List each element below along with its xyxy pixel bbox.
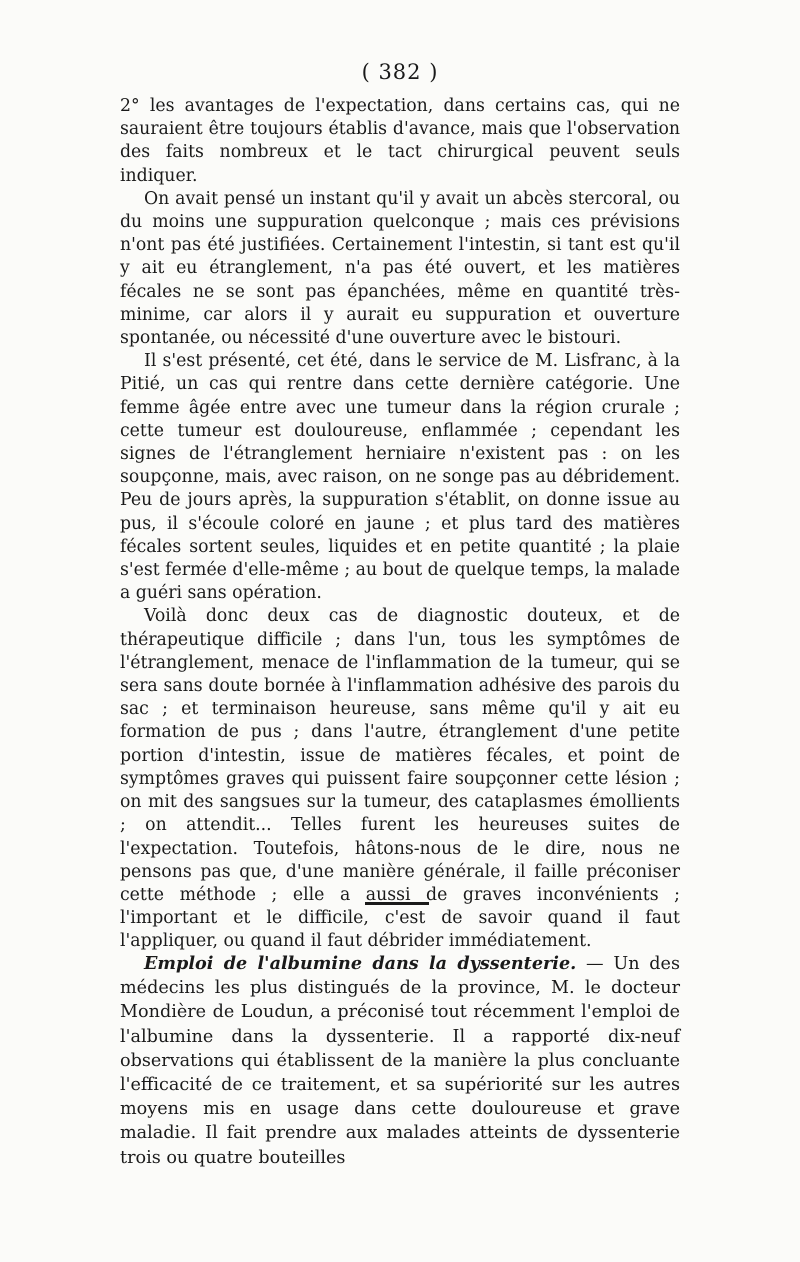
paragraph: On avait pensé un instant qu'il y avait un abcès stercoral, ou du moins une suppuration quelconque ; mais ces prévisions n'ont pas été justifiées. Certainement l'intestin, si tant est qu'il y ait eu étranglement, n'a pas été ouvert, et les matières fécales ne se sont pas épanchées, même en quantité très-minime, car alors il y aurait eu suppuration et ouverture spontanée, ou nécessité d'une ouverture avec le bistouri. [120, 188, 680, 349]
article-body: — Un des médecins les plus distingués de la province, M. le docteur Mondière de Loudun, a préconisé tout récemment l'emploi de l'albumine dans la dyssenterie. Il a rapporté dix-neuf observations qui établissent de la manière la plus concluante l'efficacité de ce traitement, et sa supériorité sur les autres moyens mis en usage dans cette douloureuse et grave maladie. Il fait prendre aux malades atteints de dyssenterie trois ou quatre bouteilles [120, 954, 680, 1168]
article-paragraph [120, 952, 680, 1170]
article-text [120, 952, 680, 1170]
paragraph: Il s'est présenté, cet été, dans le service de M. Lisfranc, à la Pitié, un cas qui rentre dans cette dernière catégorie. Une femme âgée entre avec une tumeur dans la région crurale ; cette tumeur est douloureuse, enflammée ; cependant les signes de l'étranglement herniaire n'existent pas : on les soupçonne, mais, avec raison, on ne songe pas au débridement. Peu de jours après, la suppuration s'établit, on donne issue au pus, il s'écoule coloré en jaune ; et plus tard des matières fécales sortent seules, liquides et en petite quantité ; la plaie s'est fermée d'elle-même ; au bout de quelque temps, la malade a guéri sans opération. [120, 351, 680, 604]
article-heading: Emploi de l'albumine dans la dyssenterie. [144, 953, 577, 974]
page-number: ( 382 ) [361, 60, 439, 84]
paragraph: 2° les avantages de l'expectation, dans certains cas, qui ne sauraient être toujours établis d'avance, mais que l'observation des faits nombreux et le tact chirurgical peuvent seuls indiquer. [120, 96, 680, 186]
paragraph: Voilà donc deux cas de diagnostic douteux, et de thérapeutique difficile ; dans l'un, tous les symptômes de l'étranglement, menace de l'inflammation de la tumeur, qui se sera sans doute bornée à l'inflammation adhésive des parois du sac ; et terminaison heureuse, sans même qu'il y ait eu formation de pus ; dans l'autre, étranglement d'une petite portion d'intestin, issue de matières fécales, et point de symptômes graves qui puissent faire soupçonner cette lésion ; on mit des sangsues sur la tumeur, des cataplasmes émollients ; on attendit... Telles furent les heureuses suites de l'expectation. Toutefois, hâtons-nous de le dire, nous ne pensons pas que, d'une manière générale, il faille préconiser cette méthode ; elle a aussi de graves inconvénients ; l'important et le difficile, c'est de savoir quand il faut l'appliquer, ou quand il faut débrider immédiatement. [120, 606, 680, 952]
section-divider [365, 902, 429, 905]
main-text [120, 95, 680, 954]
